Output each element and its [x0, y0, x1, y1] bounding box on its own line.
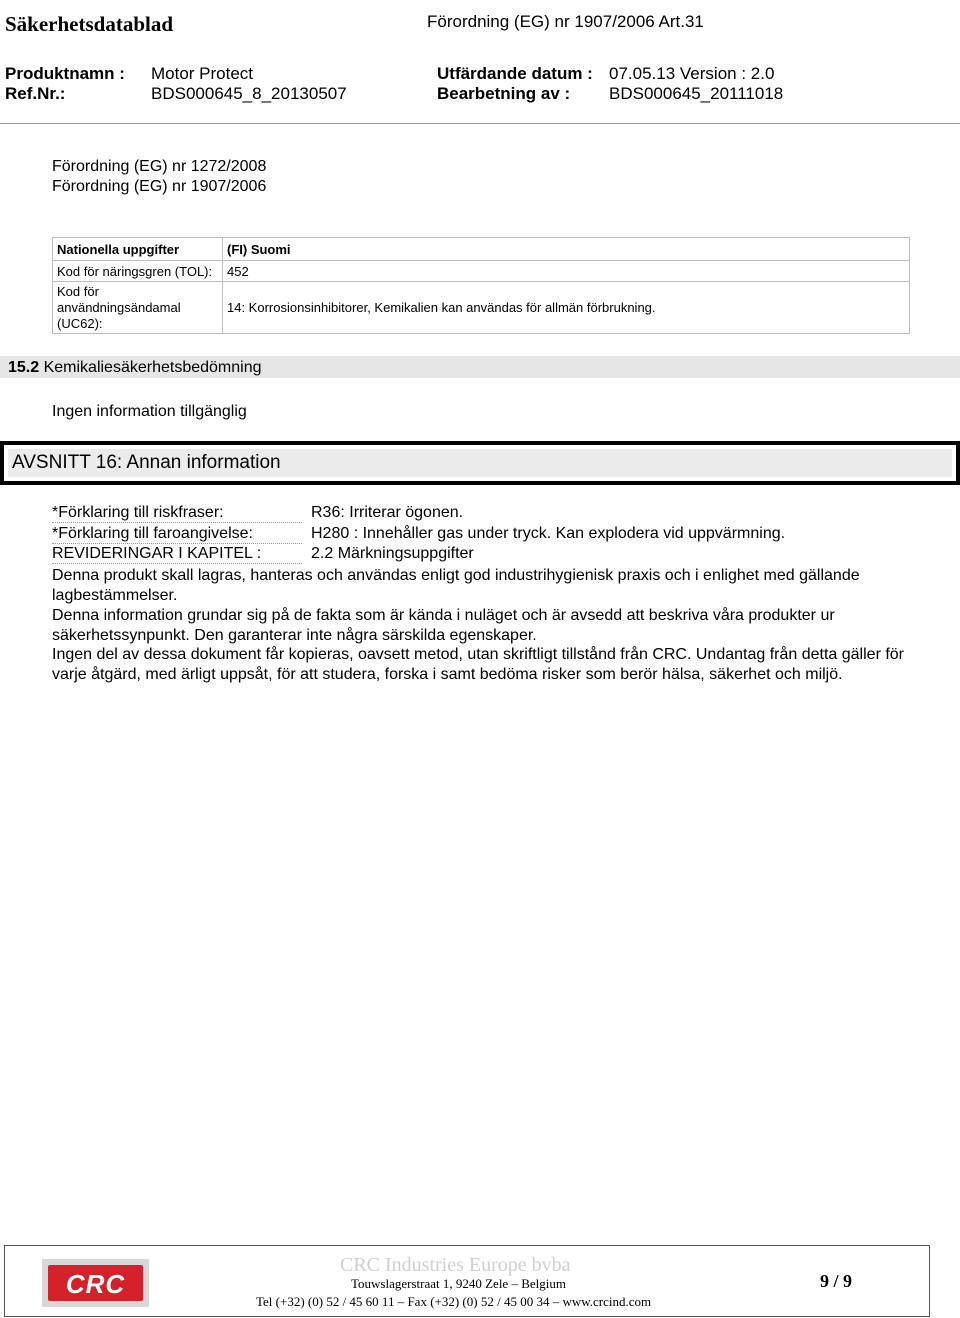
subsection-number: 15.2 [8, 359, 40, 376]
regulation-line: Förordning (EG) nr 1907/2006 [52, 178, 267, 195]
crc-logo-badge [48, 1265, 143, 1301]
ref-number-label: Ref.Nr.: [5, 84, 66, 103]
subsection-title [8, 359, 261, 377]
issue-date-label: Utfärdande datum : [437, 64, 593, 83]
definition-label: REVIDERINGAR I KAPITEL : [52, 545, 302, 564]
tol-code-value: 452 [223, 261, 910, 282]
page-number: 9 / 9 [820, 1271, 853, 1291]
subsection-heading: Kemikaliesäkerhetsbedömning [39, 359, 262, 376]
regulation-line: Förordning (EG) nr 1272/2008 [52, 158, 267, 175]
company-name: CRC Industries Europe bvba [340, 1254, 571, 1276]
national-info-header-label: Nationella uppgifter [53, 238, 223, 261]
product-name-label: Produktnamn : [5, 64, 125, 83]
paragraph: Denna information grundar sig på de fakta som är kända i nuläget och är avsedd att beskriva våra produkter ur säkerhetssynpunkt. Den garanterar inte några särskilda egenskaper. [52, 607, 835, 644]
definition-label: *Förklaring till faroangivelse: [52, 525, 302, 544]
definition-value: 2.2 Märkningsuppgifter [311, 545, 474, 562]
definition-value: H280 : Innehåller gas under tryck. Kan explodera vid uppvärmning. [311, 525, 786, 542]
paragraph: Ingen del av dessa dokument får kopieras, oavsett metod, utan skriftligt tillstånd från CRC. Undantag från detta gäller för varje åtgärd, med ärligt uppsåt, för att studera, forska i samt bedöma risker som berör hälsa, säkerhet och miljö. [52, 646, 905, 683]
section-title: AVSNITT 16: Annan information [12, 452, 281, 473]
ref-number-value: BDS000645_8_20130507 [151, 84, 347, 103]
national-info-header-value: (FI) Suomi [223, 238, 910, 261]
definition-label: *Förklaring till riskfraser: [52, 504, 302, 523]
uc-code-label: Kod för användningsändamal (UC62): [53, 282, 223, 334]
table-row [53, 282, 910, 334]
uc-code-value: 14: Korrosionsinhibitorer, Kemikalien kan användas för allmän förbrukning. [223, 282, 910, 334]
crc-logo-text: CRC [65, 1269, 126, 1299]
regulation-reference: Förordning (EG) nr 1907/2006 Art.31 [427, 12, 704, 31]
issue-date-value: 07.05.13 Version : 2.0 [609, 64, 775, 83]
table-row [53, 261, 910, 282]
edited-by-value: BDS000645_20111018 [609, 84, 784, 103]
document-title: Säkerhetsdatablad [5, 12, 174, 36]
company-address: Touwslagerstraat 1, 9240 Zele – Belgium [351, 1276, 566, 1291]
product-name-value: Motor Protect [151, 64, 254, 83]
subsection-text: Ingen information tillgänglig [52, 403, 247, 420]
header-divider [0, 123, 960, 124]
paragraph: Denna produkt skall lagras, hanteras och användas enligt god industrihygienisk praxis och i enlighet med gällande lagbestämmelser. [52, 567, 860, 604]
tol-code-label: Kod för näringsgren (TOL): [53, 261, 223, 282]
crc-logo [42, 1259, 149, 1307]
table-row [53, 238, 910, 261]
edited-by-label: Bearbetning av : [437, 84, 571, 103]
definition-value: R36: Irriterar ögonen. [311, 504, 464, 521]
national-info-table [52, 237, 910, 334]
company-contact: Tel (+32) (0) 52 / 45 60 11 – Fax (+32) (0) 52 / 45 00 34 – www.crcind.com [256, 1294, 652, 1309]
